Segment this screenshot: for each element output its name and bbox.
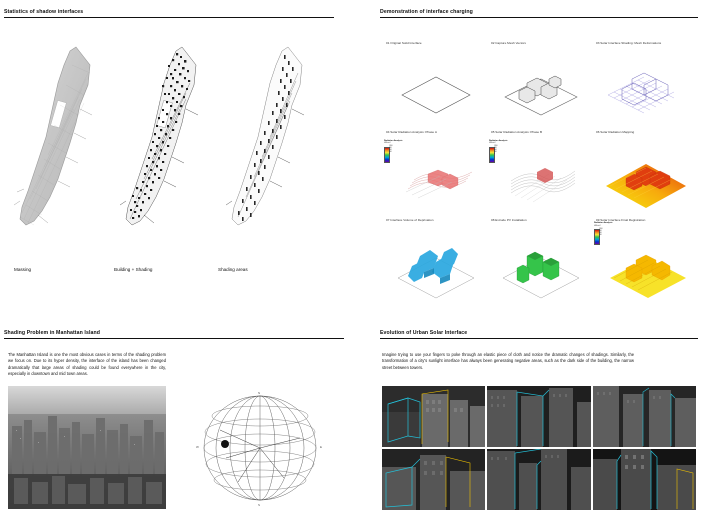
massing-diagram	[14, 39, 114, 254]
sun-path-diagram	[180, 386, 340, 509]
shadow-statistics-header	[4, 9, 334, 18]
evolution-body: Imagine trying to use your fingers to poke through an elastic piece of cloth and notice the dramatic changes of shadings. Similarly, the transformation of a city's sunlight interface has always been generating negative areas, such as the dark side of the building, the narrow street between towers.	[382, 352, 634, 370]
legend-title: Radiation Analysis	[594, 222, 613, 225]
final-registration-diagram	[592, 216, 696, 304]
charging-demo-panel	[380, 9, 698, 309]
radiation-phase-a-diagram	[382, 128, 486, 216]
demo-cell-02	[487, 39, 591, 127]
demo-cell-01-label: 01 Original Solid Interface	[386, 41, 422, 45]
demo-cell-02-label: 02 Capture Mesh Vectors	[491, 41, 526, 45]
street-photo-grid	[382, 386, 696, 510]
legend-tick: 1200	[599, 228, 603, 230]
demo-cell-04	[382, 128, 486, 216]
street-photo-3	[593, 386, 696, 447]
figure-caption-building-shading: Building + Shading	[114, 267, 153, 272]
legend-tick: 300	[389, 152, 392, 154]
legend-subtitle: kWh/m2	[594, 224, 601, 227]
shading-problem-panel	[4, 330, 344, 520]
charging-demo-header	[380, 9, 698, 18]
figure-caption-massing: Massing	[14, 267, 32, 272]
shading-areas-diagram	[226, 39, 326, 254]
svg-text:S: S	[258, 503, 261, 507]
demo-cell-03-label: 03 Solar Interface Shading: Mesh Deformations	[596, 41, 662, 45]
demo-cell-09	[592, 216, 696, 304]
aerial-photo-illustration	[8, 386, 166, 509]
manhattan-massing-figure	[14, 39, 114, 254]
title-rule	[4, 17, 334, 18]
sun-path-sphere	[180, 386, 340, 509]
demo-cell-09-label: 09 Solar Interface Final Registration	[596, 218, 646, 223]
shadow-statistics-panel	[4, 9, 344, 299]
manhattan-building-shading-figure	[120, 39, 220, 254]
volume-of-deprivation-diagram	[382, 216, 486, 304]
svg-text:W: W	[196, 445, 199, 449]
shading-problem-header	[4, 330, 344, 339]
legend-tick: 1200	[389, 146, 393, 148]
demo-cell-08-label: 08 Extrude PV Installation	[491, 218, 527, 223]
street-overlay-6	[593, 449, 696, 510]
shadow-statistics-title: Statistics of shadow interfaces	[4, 9, 84, 15]
shading-problem-body: The Manhattan Island is one the most obvious cases in terms of the shading problem we focus on. Due to its hyper density, the interface of the island has been changed dramatically that large areas of shading could be found everywhere in the city, especially in downtown and mid town areas.	[8, 352, 166, 377]
legend-tick: 600	[494, 150, 497, 152]
extrude-pv-installation-diagram	[487, 216, 591, 304]
evolution-title: Evolution of Urban Solar Interface	[380, 330, 468, 336]
figure-caption-shading-areas: Shading areas	[218, 267, 248, 272]
demo-cell-07-label: 07 Interface Volume of Deprivation	[386, 218, 434, 223]
manhattan-figure-row	[10, 39, 340, 254]
legend-title: Radiation Analysis	[384, 139, 403, 142]
manhattan-shading-areas-figure	[226, 39, 326, 254]
legend-tick: 900	[389, 148, 392, 150]
street-photo-1	[382, 386, 485, 447]
figure-captions	[10, 267, 340, 277]
street-overlay-1	[382, 386, 485, 447]
street-overlay-4	[382, 449, 485, 510]
svg-text:E: E	[320, 445, 323, 449]
legend-subtitle: kWh/m2	[489, 142, 496, 145]
title-rule	[380, 338, 698, 339]
title-rule	[4, 338, 344, 339]
mesh-deformations-diagram	[592, 39, 696, 127]
legend-tick: 300	[494, 152, 497, 154]
legend-tick: 0	[494, 154, 495, 156]
manhattan-aerial-photo	[8, 386, 166, 509]
legend-tick: 600	[389, 150, 392, 152]
svg-text:N: N	[258, 391, 261, 395]
demo-cell-05	[487, 128, 591, 216]
demo-cell-06-label: 06 Solar Radiation Mapping	[596, 129, 635, 134]
capture-mesh-vectors-diagram	[487, 39, 591, 127]
radiation-mapping-diagram	[592, 128, 696, 216]
original-solid-interface-diagram	[382, 39, 486, 127]
legend-tick: 300	[599, 234, 602, 236]
street-overlay-5	[487, 449, 590, 510]
demo-cell-06	[592, 128, 696, 216]
demo-cell-03	[592, 39, 696, 127]
street-overlay-2	[487, 386, 590, 447]
demo-cell-04-label: 04 Solar Radiation Analysis: Phase A	[386, 129, 437, 134]
legend-tick: 600	[599, 232, 602, 234]
street-photo-6	[593, 449, 696, 510]
street-photo-4	[382, 449, 485, 510]
demo-cell-01	[382, 39, 486, 127]
title-rule	[380, 17, 698, 18]
radiation-phase-b-diagram	[487, 128, 591, 216]
legend-tick: 0	[599, 236, 600, 238]
shading-problem-title: Shading Problem in Manhattan Island	[4, 330, 101, 336]
building-shading-diagram	[120, 39, 220, 254]
street-overlay-3	[593, 386, 696, 447]
legend-tick: 1200	[494, 146, 498, 148]
street-photo-5	[487, 449, 590, 510]
demo-cell-05-label: 05 Solar Radiation Analysis: Phase B	[491, 129, 543, 134]
demo-cell-08	[487, 216, 591, 304]
legend-subtitle: kWh/m2	[384, 142, 391, 145]
demo-cell-07	[382, 216, 486, 304]
charging-demo-title: Demonstration of interface charging	[380, 9, 473, 15]
charging-demo-grid	[382, 39, 696, 304]
legend-tick: 0	[389, 154, 390, 156]
street-photo-2	[487, 386, 590, 447]
evolution-panel	[380, 330, 698, 520]
evolution-header	[380, 330, 698, 339]
legend-tick: 900	[599, 230, 602, 232]
legend-tick: 900	[494, 148, 497, 150]
legend-title: Radiation Analysis	[489, 139, 508, 142]
sun-position-marker	[221, 440, 229, 448]
